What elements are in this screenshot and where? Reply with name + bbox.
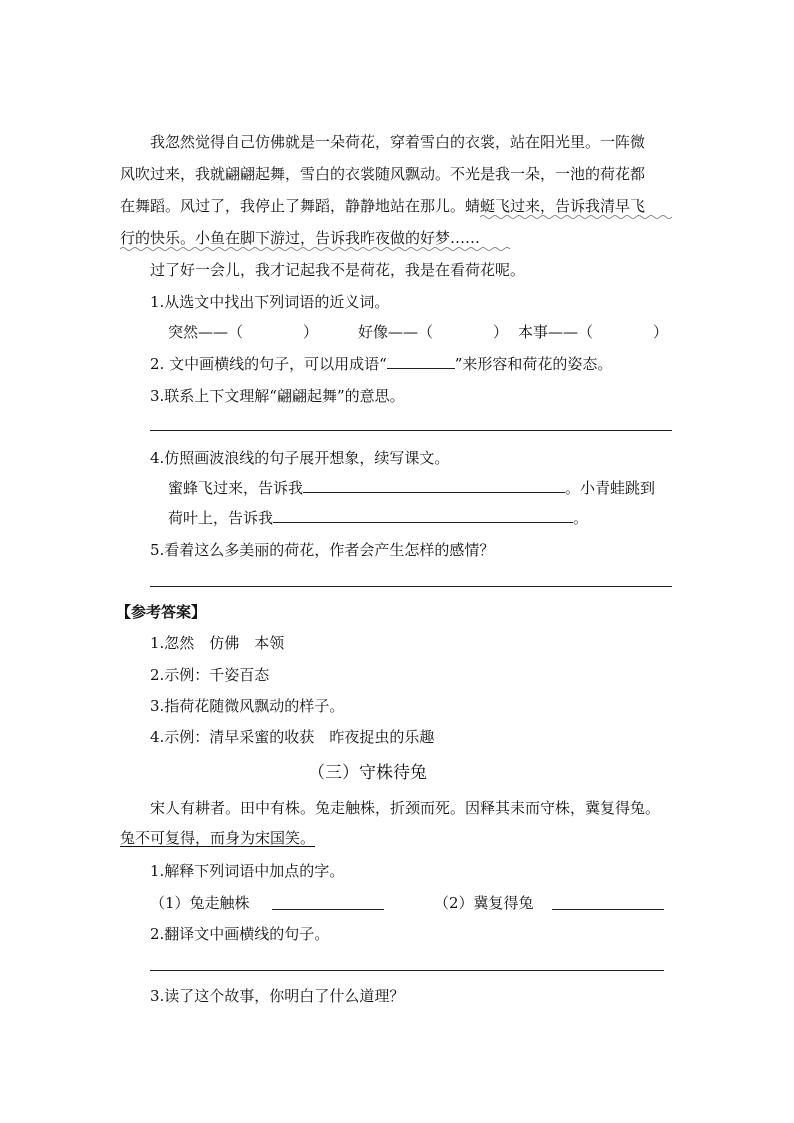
q4-line-1 — [168, 478, 655, 498]
question-1: 1.从选文中找出下列词语的近义词。 — [150, 293, 390, 311]
wavy-underline-2 — [120, 246, 500, 252]
wavy-sentence-part-1: 蜻蜓飞过来，告诉我清早飞 — [465, 197, 646, 215]
question-3: 3.联系上下文理解“翩翩起舞”的意思。 — [150, 387, 405, 405]
answer-line-q3[interactable] — [150, 430, 672, 431]
passage-line-5: 过了好一会儿，我才记起我不是荷花，我是在看荷花呢。 — [150, 261, 526, 279]
section-3-question-1: 1.解释下列词语中加点的字。 — [150, 862, 345, 880]
q1-item-1: 突然——（ ） — [168, 323, 319, 341]
q4-blank-1[interactable] — [303, 478, 565, 493]
s3-q1-item-2 — [434, 893, 534, 913]
q1-item-3: 本事——（ ） — [518, 323, 669, 341]
answer-4: 4.示例：清早采蜜的收获 昨夜捉虫的乐趣 — [150, 728, 435, 746]
q4-line-1-end: 。小青蛙跳到 — [565, 479, 656, 497]
q4-line-2-end: 。 — [573, 509, 589, 527]
q4-line-2 — [168, 508, 588, 528]
s3-q1-item-1-text: （1）兔走触株 — [150, 894, 250, 912]
passage-line-3 — [120, 196, 645, 216]
section-3-question-3: 3.读了这个故事，你明白了什么道理？ — [150, 987, 405, 1005]
q4-line-1-text: 蜜蜂飞过来，告诉我 — [168, 479, 304, 497]
q1-item-2: 好像——（ ） — [358, 323, 509, 341]
s3-q1-blank-2[interactable] — [552, 909, 664, 910]
s3-q1-item-2-text: （2）冀复得兔 — [434, 894, 534, 912]
s3-q1-item-1 — [150, 893, 250, 913]
answer-2: 2.示例：千姿百态 — [150, 666, 270, 684]
q4-blank-2[interactable] — [273, 508, 573, 523]
answer-1: 1.忽然 仿佛 本领 — [150, 634, 285, 652]
idiom-blank[interactable] — [387, 354, 455, 369]
answer-line-s3-q2[interactable] — [150, 970, 664, 971]
question-2-text: 2. 文中画横线的句子，可以用成语“ — [150, 355, 387, 373]
answer-line-q5[interactable] — [150, 586, 672, 587]
section-3-text-1: 宋人有耕者。田中有株。兔走触株，折颈而死。因释其耒而守株，冀复得兔。 — [150, 799, 661, 817]
question-4: 4.仿照画波浪线的句子展开想象，续写课文。 — [150, 449, 450, 467]
passage-line-2: 风吹过来，我就翩翩起舞，雪白的衣裳随风飘动。不光是我一朵，一池的荷花都 — [120, 165, 646, 183]
passage-line-1: 我忽然觉得自己仿佛就是一朵荷花，穿着雪白的衣裳，站在阳光里。一阵微 — [150, 133, 646, 151]
section-3-title: （三）守株待兔 — [308, 763, 427, 783]
question-5: 5.看着这么多美丽的荷花，作者会产生怎样的感情？ — [150, 541, 495, 559]
question-2-text-end: ”来形容和荷花的姿态。 — [454, 355, 613, 373]
section-3-underlined-sentence: 兔不可复得，而身为宋国笑。 — [120, 829, 316, 847]
wavy-sentence-part-2: 行的快乐。小鱼在脚下游过，告诉我昨夜做的好梦…… — [120, 229, 481, 247]
q4-line-2-text: 荷叶上，告诉我 — [168, 509, 274, 527]
passage-line-3-text: 在舞蹈。风过了，我停止了舞蹈，静静地站在那儿。 — [120, 197, 466, 215]
reference-answers-title: 【参考答案】 — [116, 603, 207, 621]
answer-3: 3.指荷花随微风飘动的样子。 — [150, 697, 345, 715]
section-3-question-2: 2.翻译文中画横线的句子。 — [150, 925, 330, 943]
question-2 — [150, 354, 612, 374]
wavy-underline-1 — [480, 214, 675, 220]
s3-q1-blank-1[interactable] — [272, 909, 384, 910]
